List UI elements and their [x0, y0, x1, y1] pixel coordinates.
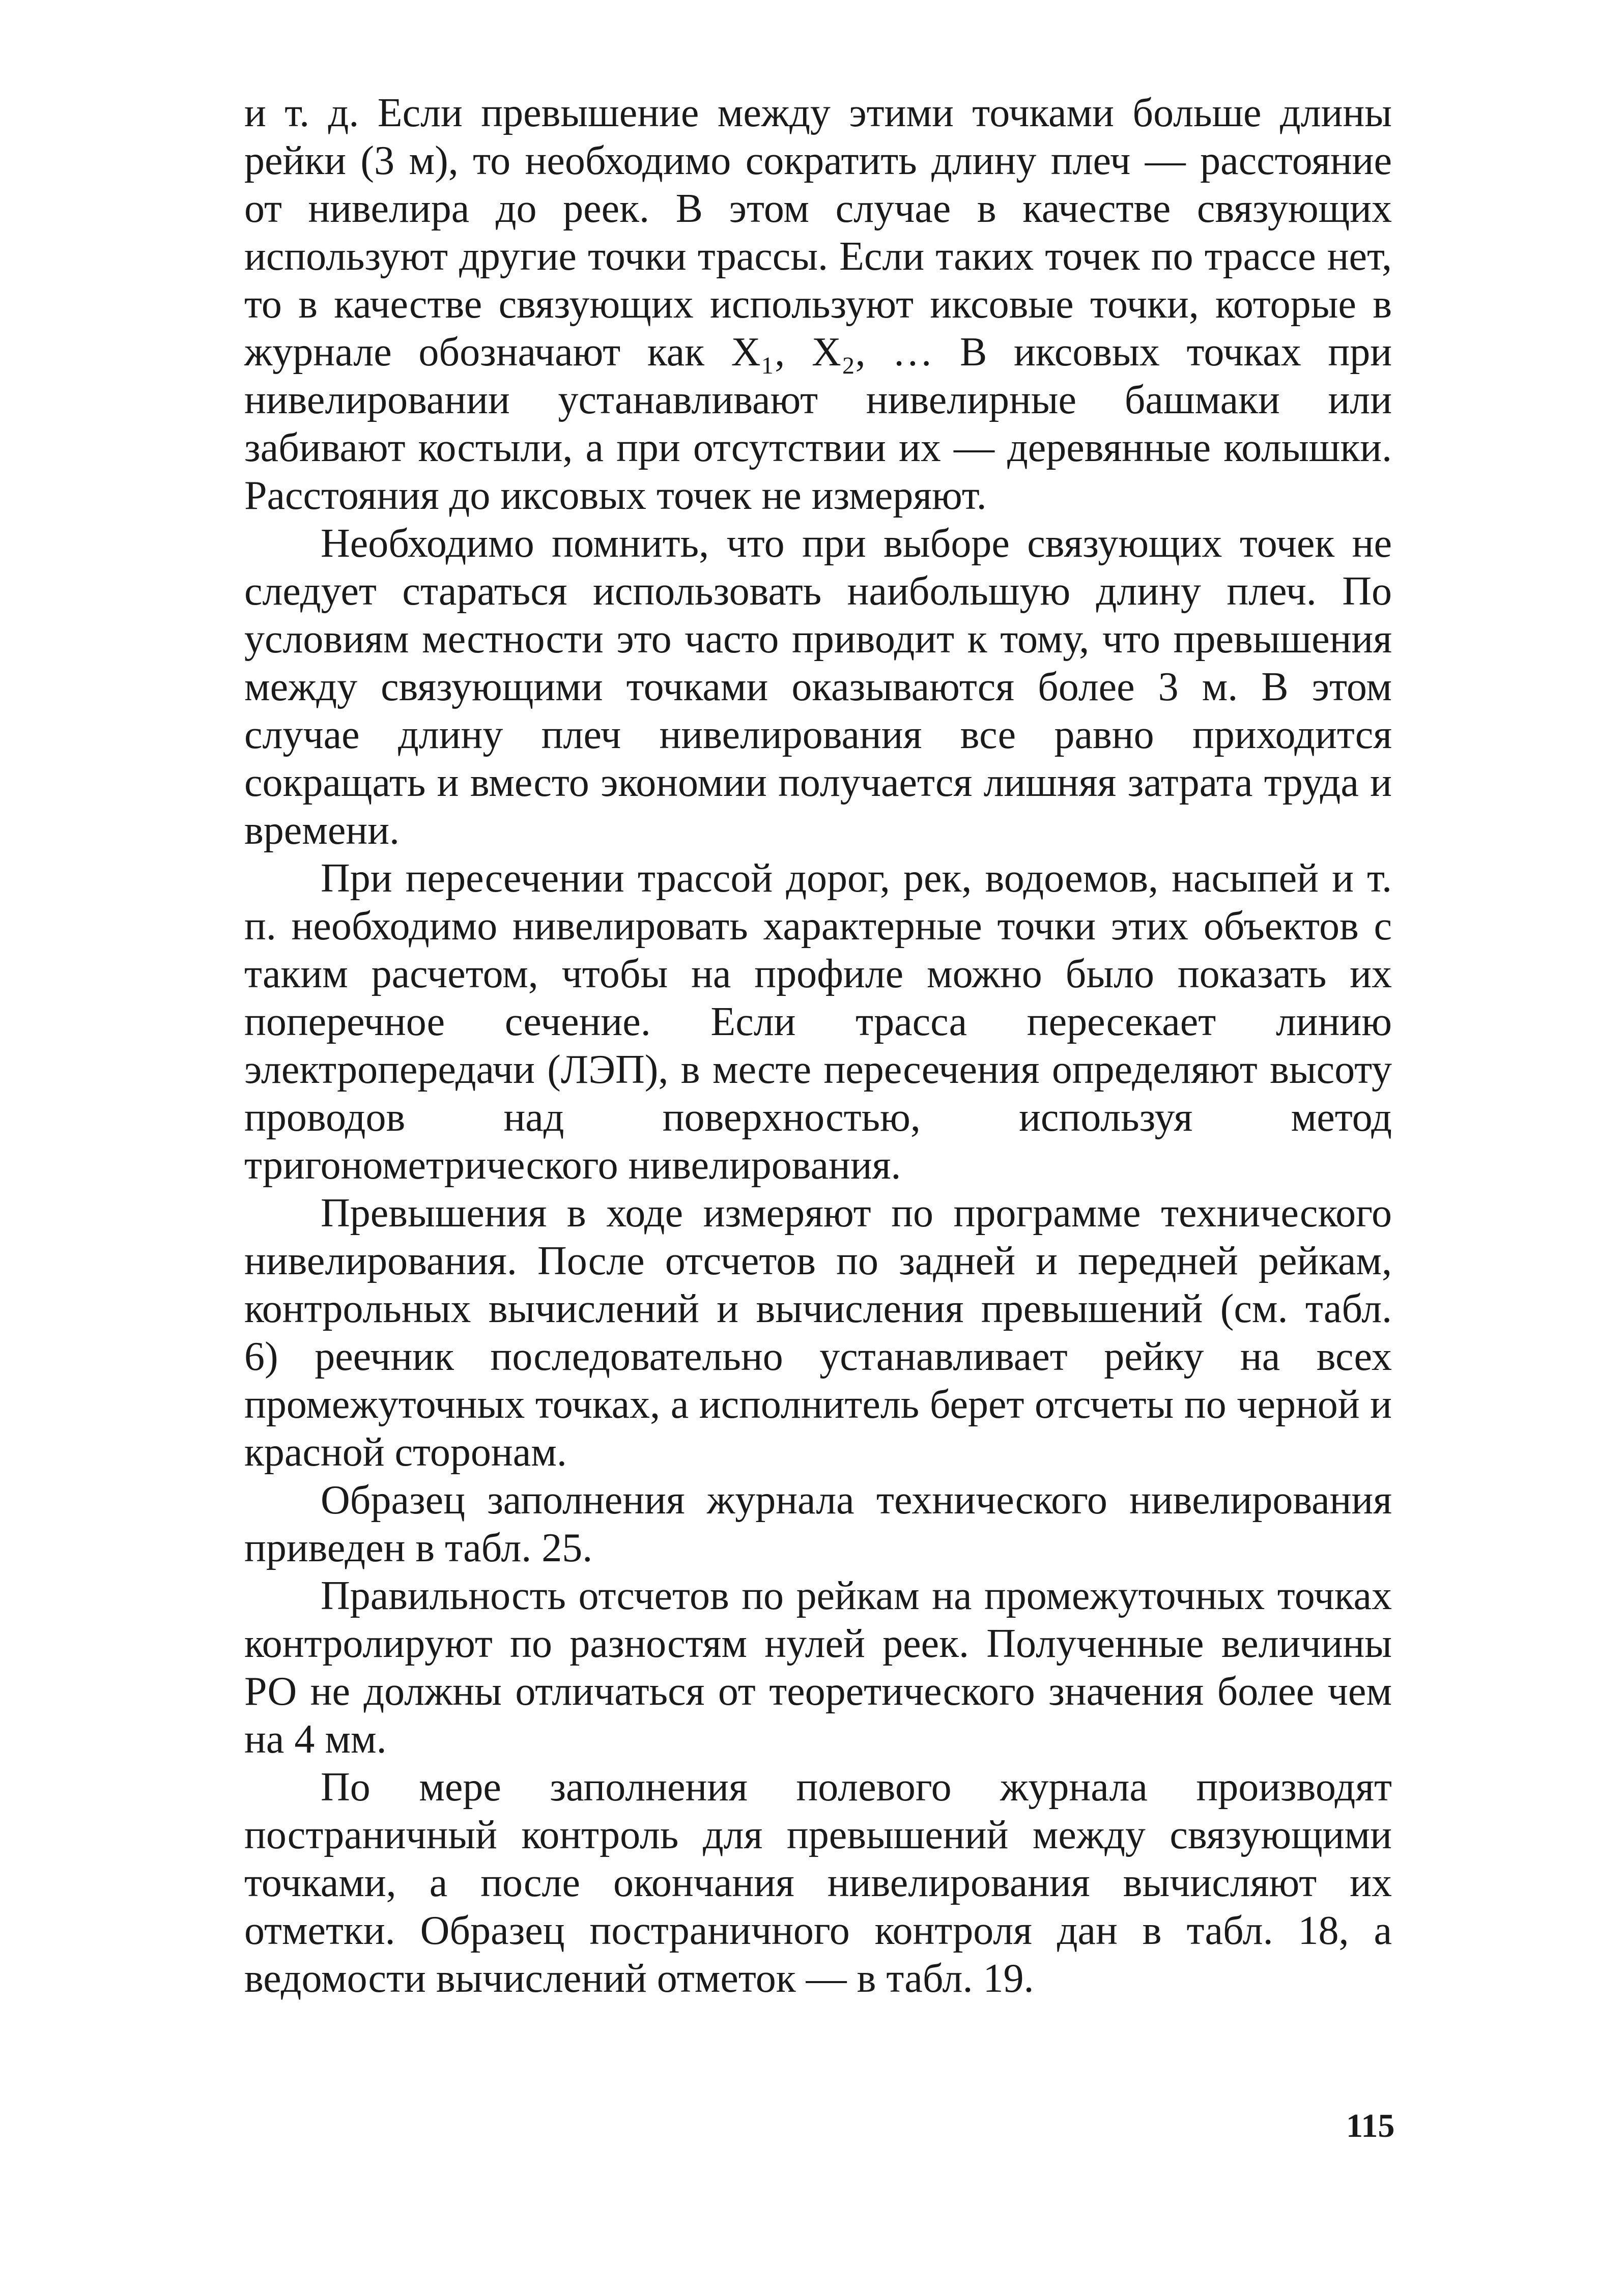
paragraph-reading-control: Правильность отсчетов по рейкам на промежуточных точках контролируют по разностям нулей реек. Полученные величины РО не должны отличаться от теоретического значения более чем на 4 мм. — [244, 1573, 1392, 1762]
page-number: 115 — [1346, 2107, 1395, 2144]
paragraph-binding-points: Необходимо помнить, что при выборе связующих точек не следует стараться использовать наибольшую длину плеч. По условиям местности это часто приводит к тому, что превышения между связующими точками оказываются более 3 м. В этом случае длину плеч нивелирования все равно приходится сокращать и вместо экономии получается лишняя затрата труда и времени. — [244, 521, 1392, 853]
paragraph-crossings: При пересечении трассой дорог, рек, водоемов, насыпей и т. п. необходимо нивелировать характерные точки этих объектов с таким расчетом, чтобы на профиле можно было показать их поперечное сечение. Если трасса пересекает линию электропередачи (ЛЭП), в месте пересечения определяют высоту проводов над поверхностью, используя метод тригонометрического нивелирования. — [244, 856, 1392, 1188]
paragraph-page-control: По мере заполнения полевого журнала производят постраничный контроль для превышений между связующими точками, а после окончания нивелирования вычисляют их отметки. Образец постраничного контроля дан в табл. 18, а ведомости вычислений отметок — в табл. 19. — [244, 1765, 1392, 2001]
page-body — [244, 89, 1392, 2002]
paragraph-journal-sample: Образец заполнения журнала технического нивелирования приведен в табл. 25. — [244, 1478, 1392, 1570]
paragraph-measurement-program: Превышения в ходе измеряют по программе технического нивелирования. После отсчетов по задней и передней рейкам, контрольных вычислений и вычисления превышений (см. табл. 6) реечник последовательно устанавливает рейку на всех промежуточных точках, а исполнитель берет отсчеты по черной и красной сторонам. — [244, 1191, 1392, 1475]
paragraph-continuation: и т. д. Если превышение между этими точками больше длины рейки (3 м), то необходимо сократить длину плеч — расстояние от нивелира до реек. В этом случае в качестве связующих используют другие точки трассы. Если таких точек по трассе нет, то в качестве связующих используют иксовые точки, которые в журнале обозначают как X₁, X₂, … В иксовых точках при нивелировании устанавливают нивелирные башмаки или забивают костыли, а при отсутствии их — деревянные колышки. Расстояния до иксовых точек не измеряют. — [244, 91, 1392, 518]
